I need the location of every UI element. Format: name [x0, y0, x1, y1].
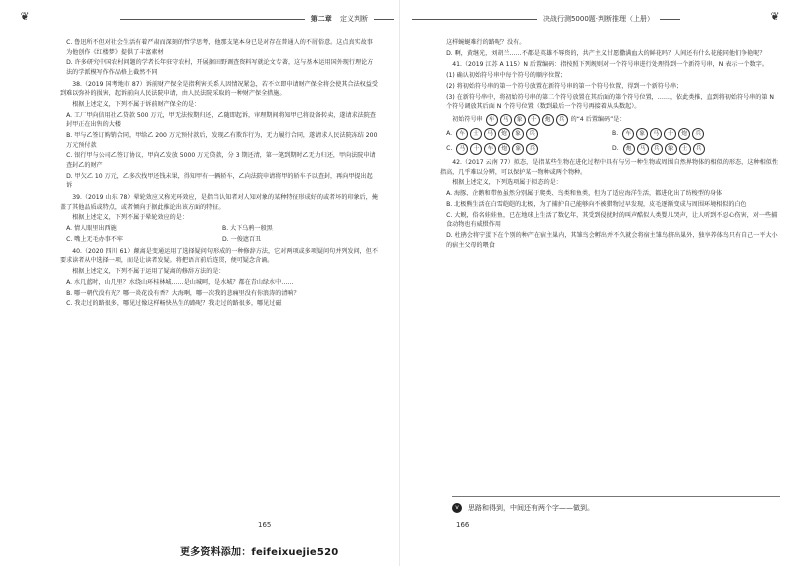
question-stem: 38.（2019 国考地市 87）诉前财产保全是指利害关系人因情况紧急，若不立即申请财产保全将会使其合法权益受到难以弥补的损害，起诉前向人民法院申请，由人民法院采取的一种财产保全措施。: [60, 80, 378, 98]
left-header: [120, 12, 394, 26]
chess-piece-char: 车: [484, 143, 496, 155]
answer-option: [612, 128, 778, 140]
header-rule: [374, 19, 394, 20]
option-text: A. 海豚、企鹅和带鱼虽然分别属于爬类、鸟类和鱼类，但为了适应海洋生活，都进化出了纺梭型的身体: [446, 190, 723, 198]
chess-piece-char: 兵: [556, 114, 568, 126]
option-text: D. 啊，黄继光，刘胡兰……不都是英雄不辱资的，共产主义甘愿撒满血大的鲜花吗？人间还有什么花能同他们争艳呢？: [446, 49, 766, 57]
chess-piece-char: 兵: [692, 128, 704, 140]
chess-piece-char: 士: [470, 128, 482, 140]
option-row: [60, 235, 378, 245]
chess-piece-char: 炮: [498, 128, 510, 140]
question-block: [440, 158, 778, 250]
chess-piece-char: 车: [622, 128, 634, 140]
option-text: A. 工厂甲向信用社乙贷款 500 万元，甲无法按期归还，乙随即起诉，审理期间将知甲已将设备转卖，遂请求法院查封甲正在出售的大楼: [66, 111, 376, 129]
option-text: B. 哪一朝代没有光？哪一炎花没有香？大海啊，哪一次我的悲痛里没有你浪涛的清响？: [66, 289, 300, 297]
right-header-label: 决战行测5000题·判断推理（上册）: [542, 15, 654, 23]
left-page-content: [60, 38, 378, 310]
chess-piece-char: 车: [456, 128, 468, 140]
question-block: [440, 38, 778, 112]
chess-piece-char: 兵: [526, 128, 538, 140]
chess-piece-char: 象: [636, 128, 648, 140]
option-text: D. 甲欠乙 10 万元，乙多次找甲还钱未果，得知甲有一辆轿车，乙向法院申请将甲的轿车予以查封，再向甲提出起诉: [66, 172, 373, 190]
option-text: D. 许多研究中国农村问题的学者长年驻守农村，开展据田野调查资料写就论文专著，这与基本运用国外现行理论方法的学派模写作作品格上截然不同: [66, 59, 374, 76]
right-header: [412, 12, 680, 26]
option-letter: B.: [612, 130, 619, 138]
page-number: 166: [456, 521, 470, 529]
left-header-label: [305, 14, 374, 24]
chess-piece-char: 马: [650, 128, 662, 140]
chess-piece-char: 马: [484, 128, 496, 140]
chess-piece-char: 十: [528, 114, 540, 126]
question-prompt: 根据上述定义，下列不属于运用了疑离的修辞方法的是：: [72, 267, 225, 275]
answer-option: [612, 143, 778, 155]
chapter-number: 第二章: [310, 15, 332, 23]
option-text: C. 鲁迅所不但对社会生活有着严肃而深刻的哲学思考，他那支笔本身已是对存在普通人的不屑俗意。这点真实故事为他创作《红楼梦》提供了丰富素材: [66, 39, 373, 56]
coding-string-row: [440, 114, 778, 126]
option-text: (3) 在新符号串中，将初始符号串的第二个符号放置在其后面的第个符号位置，……，依此类推，直到将初始符号串的第 N 个符号调放其后面 N 个符号位置（数到最后一个符号再接着从头数起）。: [446, 93, 774, 111]
tip-text: 思路和得到，中间还有两个字——做到。: [468, 504, 594, 512]
chess-piece-char: 象: [512, 143, 524, 155]
option-letter: C.: [446, 145, 453, 153]
chess-piece-char: 马: [456, 143, 468, 155]
option-text: (1) 确认初始符号串中每个符号的顺序位置；: [446, 72, 567, 80]
leaf-ornament-icon: ❦: [20, 10, 30, 23]
option-text: C. 大鲵，俗名娃娃鱼，已在地球上生活了数亿年，其受到侵扰时的叫声酷似人类婴儿哭声，让人听到不忍心伤害，对一些捕食动物也有威慑作用: [446, 211, 778, 229]
chapter-title: 定义判断: [340, 15, 368, 23]
chess-piece-char: 炮: [623, 143, 635, 155]
right-page-content: [440, 38, 778, 251]
chess-piece-char: 象: [514, 114, 526, 126]
question-stem: 42.（2017 云南 77）拟态，是指某些生物在进化过程中具有与另一种生物或周围自然界物体的相似的形态，这种相似性指高，几乎难以分辨，可以保护某一物种或两个物种。: [440, 158, 778, 176]
option-text: B. 北极熊生活在白雪皑皑的北极，为了捕护自己能够向不被猎物过早发现，皮毛逐渐变成与周围环境相似的白色: [446, 200, 747, 208]
chess-piece-char: 象: [512, 128, 524, 140]
chess-piece-char: 炮: [498, 143, 510, 155]
chess-piece-char: 十: [470, 143, 482, 155]
chess-piece-char: 马: [637, 143, 649, 155]
question-prompt: 根据上述定义，下列不属于晕轮效应的是：: [72, 214, 188, 222]
option-letter: D.: [612, 145, 619, 153]
option-row: [60, 224, 378, 234]
page-number: 165: [258, 521, 272, 529]
option-text: C. 嘴上无毛办事不牢: [66, 235, 123, 243]
chess-piece-char: 象: [665, 143, 677, 155]
option-text: B. 甲与乙签订购销合同，甲给乙 200 万元预付款后，发现乙有欺诈行为，无力履行合同，遂请求人民法院冻结 200 万元预付款: [66, 132, 378, 149]
option-text: D. 杜鹃会将宁蛋下在个别的种产在宿主巢内，其雏鸟会孵出并不久就会将宿主雏鸟挤出巢外，独享养体鸟只有自己一平大小的宿主父母的喂食: [446, 232, 778, 249]
coding-suffix: 的“4 后置编码”是：: [570, 116, 626, 124]
question-stem: 40.（2020 四川 61）颠离是变通运用了选择疑问句形成的一种修辞方法，它对两项或多项疑问句并列发问，但不要求读者从中选择一项，而是让读者发疑。将把语言前后连贯，便可疑念含诵。: [60, 247, 378, 265]
chess-piece-char: 炮: [542, 114, 554, 126]
chess-piece-char: 炮: [678, 128, 690, 140]
leaf-ornament-icon: ❦: [770, 10, 780, 23]
option-text: D. 一俊遮百丑: [222, 235, 262, 243]
question-prompt: 根据上述定义，下列选项属于拟态的是：: [452, 179, 562, 187]
footer-advertisement: 更多资料添加：feifeixuejie520: [180, 547, 339, 558]
right-page: [400, 0, 800, 566]
chess-piece-char: 车: [486, 114, 498, 126]
option-text: A. 水几蓝时，山几里？水绕山环桂林城……是山城呵，是水城？都在青山绿水中……: [66, 278, 294, 286]
header-rule: [120, 19, 305, 20]
option-text: B. 大下乌鸦一般黑: [222, 225, 273, 233]
option-text: C. 我走过的路很多，哪见过像这样畅快丛生的路呢？我走过的路很多，哪见过磁: [66, 300, 282, 308]
option-text: C. 银行甲与公司乙签订协议，甲向乙发放 5000 万元贷款，分 3 期还清，第一笔到期时乙无力归还，甲向法院申请查封乙的财产: [66, 152, 376, 170]
check-icon: v: [452, 503, 462, 513]
tip-divider: [452, 496, 780, 497]
header-rule: [660, 19, 680, 20]
chess-piece-char: 马: [500, 114, 512, 126]
option-letter: A.: [446, 130, 453, 138]
option-text: (2) 将初始符号串的第一个符号放置在新符号串的第一个符号位置，得到一个新符号串；: [446, 82, 683, 90]
chess-piece-char: 兵: [693, 143, 705, 155]
question-prompt: 根据上述定义，下列不属于诉前财产保全的是：: [72, 100, 201, 108]
header-rule: [412, 19, 537, 20]
tip-box: [452, 503, 594, 513]
option-text: A. 情人眼里出西施: [66, 225, 117, 233]
answer-option: [446, 128, 612, 140]
question-stem: 39.（2019 山东 78）晕轮效应又称光环效应，是指当认知者对人知对象的某种特征形成好的或者坏的印象后，掩盖了其他品质或特点，或者倾向于据此推论出该方面的特征。: [60, 194, 378, 211]
coding-label: 初始符号串: [452, 116, 483, 124]
chess-piece-char: 兵: [526, 143, 538, 155]
chess-piece-char: 十: [664, 128, 676, 140]
option-text: 这样蜿蜒难行的路呢？没有。: [446, 39, 526, 46]
answer-option: [446, 143, 612, 155]
coding-chars: [486, 114, 568, 126]
chess-piece-char: 兵: [651, 143, 663, 155]
chess-piece-char: 士: [679, 143, 691, 155]
answer-options: [440, 128, 778, 155]
question-stem: 41.（2019 江苏 A 115）N 后置编码：指按照下列规则对一个符号串进行处理得到一个新符号串，N 表示一个数字。: [452, 61, 768, 69]
